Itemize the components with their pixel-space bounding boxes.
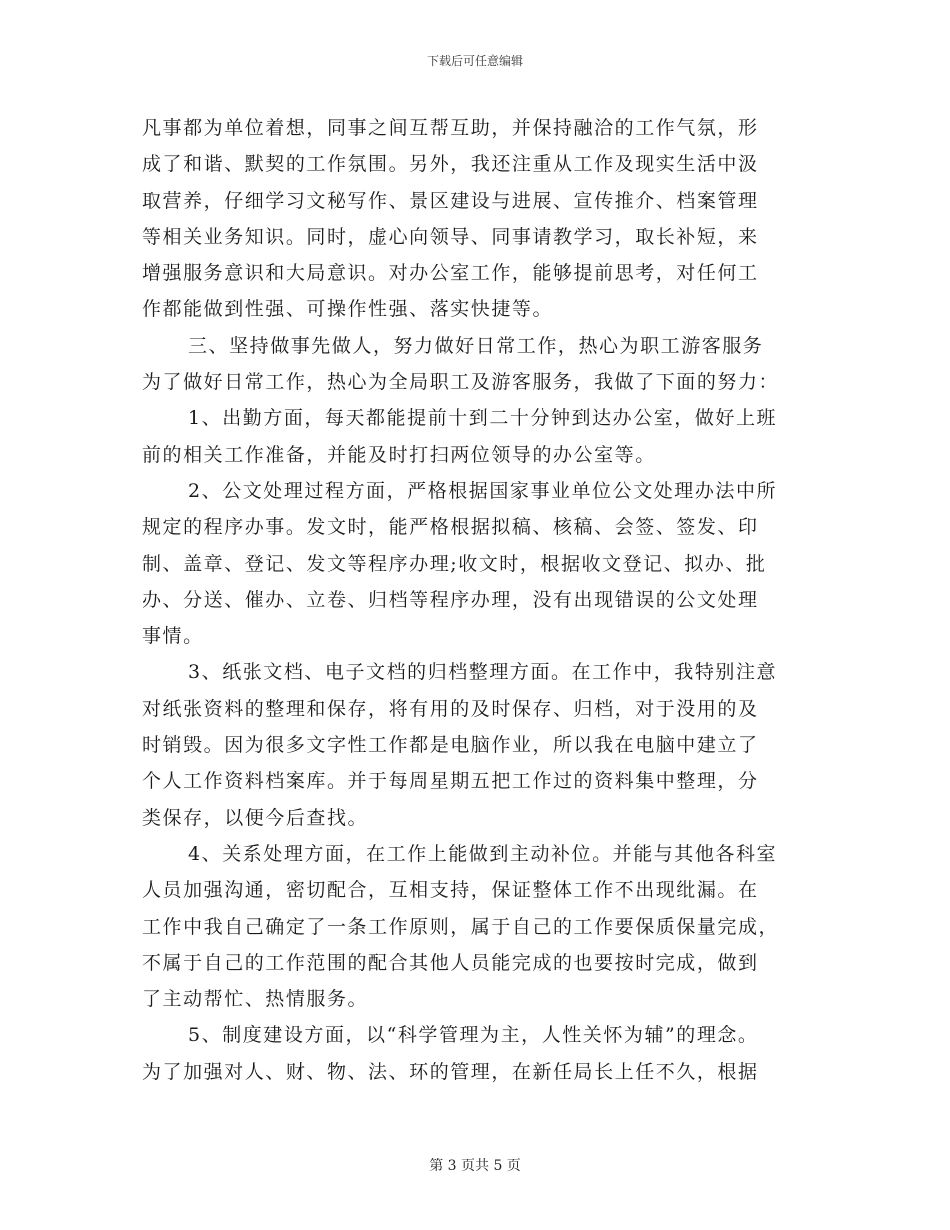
- section-heading: 三、坚持做事先做人，努力做好日常工作，热心为职工游客服务: [188, 334, 764, 357]
- text-line: 取营养，仔细学习文秘写作、景区建设与进展、宣传推介、档案管理: [142, 189, 759, 212]
- text-line: 成了和谐、默契的工作氛围。另外，我还注重从工作及现实生活中汲: [142, 153, 759, 176]
- text-line: 规定的程序办事。发文时，能严格根据拟稿、核稿、会签、签发、印: [142, 516, 759, 539]
- text-line: 类保存，以便今后查找。: [142, 806, 369, 829]
- text-line: 增强服务意识和大局意识。对办公室工作，能够提前思考，对任何工: [142, 262, 759, 285]
- text-line: 事情。: [142, 625, 204, 648]
- text-line: 为了加强对人、财、物、法、环的管理，在新任局长上任不久，根据: [142, 1060, 759, 1083]
- text-line: 不属于自己的工作范围的配合其他人员能完成的也要按时完成，做到: [142, 951, 759, 974]
- text-line: 工作中我自己确定了一条工作原则，属于自己的工作要保质保量完成，: [142, 915, 780, 938]
- text-line: 了主动帮忙、热情服务。: [142, 988, 369, 1011]
- page-header: 下载后可任意编辑: [426, 54, 523, 68]
- text-line: 为了做好日常工作，热心为全局职工及游客服务，我做了下面的努力：: [142, 371, 780, 394]
- paragraph-start: 4、关系处理方面，在工作上能做到主动补位。并能与其他各科室: [188, 842, 778, 865]
- text-line: 前的相关工作准备，并能及时打扫两位领导的办公室等。: [142, 443, 656, 466]
- page-number: 第 3 页共 5 页: [429, 1158, 521, 1174]
- text-line: 时销毁。因为很多文字性工作都是电脑作业，所以我在电脑中建立了: [142, 734, 759, 757]
- text-line: 等相关业务知识。同时，虚心向领导、同事请教学习，取长补短，来: [142, 225, 759, 248]
- text-line: 人员加强沟通，密切配合，互相支持，保证整体工作不出现纰漏。在: [142, 879, 759, 902]
- text-line: 办、分送、催办、立卷、归档等程序办理，没有出现错误的公文处理: [142, 588, 759, 611]
- text-line: 作都能做到性强、可操作性强、落实快捷等。: [142, 298, 554, 321]
- paragraph-start: 2、公文处理过程方面，严格根据国家事业单位公文处理办法中所: [188, 479, 778, 502]
- paragraph-start: 5、制度建设方面，以“科学管理为主，人性关怀为辅”的理念。: [188, 1024, 759, 1047]
- text-line: 个人工作资料档案库。并于每周星期五把工作过的资料集中整理，分: [142, 770, 759, 793]
- paragraph-start: 1、出勤方面，每天都能提前十到二十分钟到达办公室，做好上班: [188, 407, 778, 430]
- document-body: [142, 110, 808, 1090]
- paragraph-start: 3、纸张文档、电子文档的归档整理方面。在工作中，我特别注意: [188, 661, 778, 684]
- text-line: 对纸张资料的整理和保存，将有用的及时保存、归档，对于没用的及: [142, 697, 759, 720]
- text-line: 凡事都为单位着想，同事之间互帮互助，并保持融洽的工作气氛，形: [142, 117, 759, 139]
- text-line: 制、盖章、登记、发文等程序办理;收文时，根据收文登记、拟办、批: [142, 552, 767, 575]
